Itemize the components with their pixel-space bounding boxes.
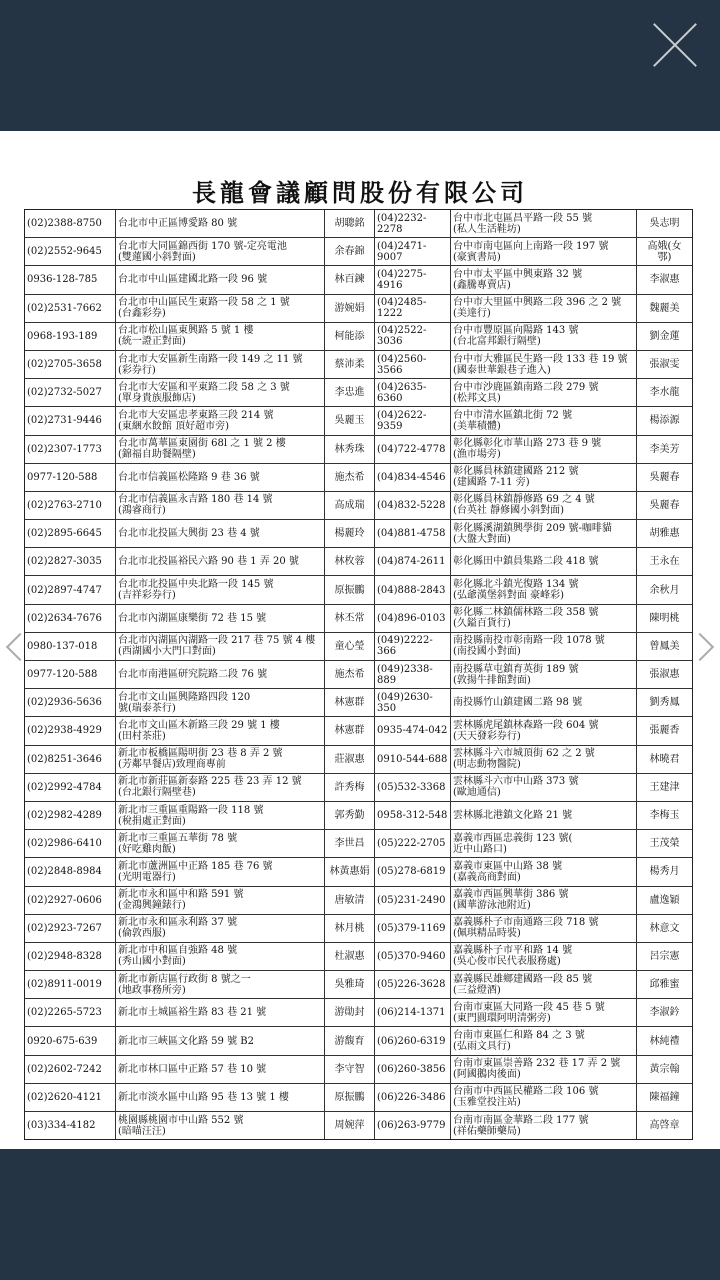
table-row <box>25 717 692 745</box>
agent-north-cell: 高成瑞 <box>325 492 375 519</box>
address-south-cell: 南投縣南投市彰南路一段 1078 號 (南投國小對面) <box>451 633 637 660</box>
phone-north-cell: (03)334-4182 <box>25 1112 116 1139</box>
address-south-cell: 台南市南區金華路二段 177 號 (祥佑藥師藥局) <box>451 1112 637 1139</box>
contact-table <box>24 209 693 1140</box>
address-south-cell: 彰化縣員林鎮靜修路 69 之 4 號 (台英社 靜修國小斜對面) <box>451 492 637 519</box>
address-south-cell: 南投縣草屯鎮育英街 189 號 (敦揚牛排館對面) <box>451 661 637 688</box>
address-north-cell: 新北市林口區中正路 57 巷 10 號 <box>116 1056 325 1083</box>
phone-north-cell: (02)2731-9446 <box>25 407 116 434</box>
agent-north-cell: 許秀梅 <box>325 774 375 801</box>
phone-south-cell: (05)278-6819 <box>375 858 451 885</box>
table-row <box>25 1112 692 1139</box>
phone-north-cell: (02)2992-4784 <box>25 774 116 801</box>
address-north-cell: 台北市大同區錦西街 170 號-定亮電池 (雙蓮國小斜對面) <box>116 238 325 265</box>
phone-north-cell: 0968-193-189 <box>25 323 116 350</box>
address-south-cell: 台中市大雅區民生路一段 133 巷 19 號 (國泰世華銀巷子進入) <box>451 351 637 378</box>
agent-north-cell: 吳麗玉 <box>325 407 375 434</box>
address-north-cell: 台北市中正區博愛路 80 號 <box>116 210 325 237</box>
phone-south-cell: (04)2635-6360 <box>375 379 451 406</box>
phone-north-cell: (02)2982-4289 <box>25 802 116 829</box>
table-row <box>25 915 692 943</box>
table-row <box>25 520 692 548</box>
agent-north-cell: 林枚蓉 <box>325 548 375 575</box>
agent-south-cell: 黃宗翰 <box>649 1063 680 1075</box>
address-north-cell: 新北市土城區裕生路 83 巷 21 號 <box>116 999 325 1026</box>
agent-north-cell: 吳雅琦 <box>325 971 375 998</box>
agent-north-cell: 林憲群 <box>325 717 375 744</box>
phone-south-cell: (06)260-6319 <box>375 1027 451 1054</box>
address-south-cell: 台中市南屯區向上南路一段 197 號 (豪賓書局) <box>451 238 637 265</box>
phone-north-cell: (02)2307-1773 <box>25 436 116 463</box>
address-south-cell: 雲林縣虎尾鎮林森路一段 604 號 (天天發彩券行) <box>451 717 637 744</box>
table-row <box>25 689 692 717</box>
table-row <box>25 464 692 492</box>
phone-south-cell: (04)832-5228 <box>375 492 451 519</box>
phone-south-cell: 0910-544-688 <box>375 746 451 773</box>
address-north-cell: 台北市北投區裕民六路 90 巷 1 弄 20 號 <box>116 548 325 575</box>
agent-north-cell: 胡聰銘 <box>325 210 375 237</box>
table-row <box>25 407 692 435</box>
agent-south-cell: 呂宗憲 <box>649 950 680 962</box>
address-north-cell: 台北市大安區和平東路二段 58 之 3 號 (單身貴族服飾店) <box>116 379 325 406</box>
agent-north-cell: 余春錦 <box>325 238 375 265</box>
address-north-cell: 新北市三峽區文化路 59 號 B2 <box>116 1027 325 1054</box>
address-north-cell: 台北市北投區中央北路一段 145 號 (吉祥彩券行) <box>116 576 325 603</box>
address-south-cell: 台中市大里區中興路二段 396 之 2 號 (美達行) <box>451 295 637 322</box>
phone-north-cell: 0920-675-639 <box>25 1027 116 1054</box>
table-row <box>25 492 692 520</box>
phone-south-cell: (05)226-3628 <box>375 971 451 998</box>
address-north-cell: 台北市萬華區東園街 68l 之 1 號 2 樓 (錦福自助餐隔壁) <box>116 436 325 463</box>
phone-north-cell: 0977-120-588 <box>25 464 116 491</box>
phone-south-cell: (04)2485-1222 <box>375 295 451 322</box>
phone-north-cell: (02)2948-8328 <box>25 943 116 970</box>
phone-south-cell: (049)2222-366 <box>375 633 451 660</box>
agent-south-cell: 魏麗美 <box>649 302 680 314</box>
address-south-cell: 嘉義市西區興華街 386 號 (國華游泳池附近) <box>451 887 637 914</box>
address-north-cell: 台北市中山區民生東路一段 58 之 1 號 (台鑫彩券) <box>116 295 325 322</box>
phone-south-cell: (049)2630-350 <box>375 689 451 716</box>
agent-south-cell: 陳明桃 <box>649 612 680 624</box>
agent-south-cell: 吳麗春 <box>649 499 680 511</box>
agent-south-cell: 王建津 <box>649 781 680 793</box>
agent-south-cell: 李水龍 <box>649 387 680 399</box>
phone-south-cell: (04)896-0103 <box>375 605 451 632</box>
address-south-cell: 台中市太平區中興東路 32 號 (鑫騰專賣店) <box>451 266 637 293</box>
address-south-cell: 台南市東區崇善路 232 巷 17 弄 2 號 (阿國鵝肉後面) <box>451 1056 637 1083</box>
agent-south-cell: 吳志明 <box>649 218 680 230</box>
agent-north-cell: 游勛封 <box>325 999 375 1026</box>
table-row <box>25 943 692 971</box>
table-row <box>25 802 692 830</box>
agent-north-cell: 郭秀勤 <box>325 802 375 829</box>
phone-south-cell: (04)2560-3566 <box>375 351 451 378</box>
address-north-cell: 台北市中山區建國北路一段 96 號 <box>116 266 325 293</box>
table-row <box>25 774 692 802</box>
agent-north-cell: 唐敏清 <box>325 887 375 914</box>
table-row <box>25 605 692 633</box>
address-north-cell: 台北市松山區東興路 5 號 1 樓 (統一證正對面) <box>116 323 325 350</box>
phone-north-cell: (02)2602-7242 <box>25 1056 116 1083</box>
agent-north-cell: 楊麗玲 <box>325 520 375 547</box>
phone-south-cell: 0958-312-548 <box>375 802 451 829</box>
address-south-cell: 彰化縣田中鎮員集路二段 418 號 <box>451 548 637 575</box>
phone-north-cell: (02)2265-5723 <box>25 999 116 1026</box>
agent-north-cell: 莊淑惠 <box>325 746 375 773</box>
phone-south-cell: (05)222-2705 <box>375 830 451 857</box>
phone-south-cell: (06)263-9779 <box>375 1112 451 1139</box>
agent-south-cell: 李梅玉 <box>649 810 680 822</box>
agent-north-cell: 李忠進 <box>325 379 375 406</box>
document-scan <box>0 131 720 1149</box>
agent-south-cell: 楊秀月 <box>649 866 680 878</box>
phone-north-cell: (02)8911-0019 <box>25 971 116 998</box>
address-north-cell: 新北市永和區中和路 591 號 (金鴻興鐘錶行) <box>116 887 325 914</box>
address-south-cell: 嘉義縣朴子市南通路三段 718 號 (佩琪精品時裝) <box>451 915 637 942</box>
address-north-cell: 新北市三重區五華街 78 號 (好吃雞肉飯) <box>116 830 325 857</box>
phone-north-cell: (02)2705-3658 <box>25 351 116 378</box>
address-south-cell: 嘉義市東區中山路 38 號 (嘉義高商對面) <box>451 858 637 885</box>
phone-south-cell: (06)214-1371 <box>375 999 451 1026</box>
next-page-icon[interactable] <box>700 619 720 679</box>
table-row <box>25 379 692 407</box>
agent-south-cell: 林純禮 <box>649 1035 680 1047</box>
agent-north-cell: 李世昌 <box>325 830 375 857</box>
agent-north-cell: 林秀珠 <box>325 436 375 463</box>
table-row <box>25 830 692 858</box>
table-row <box>25 746 692 774</box>
phone-south-cell: (05)231-2490 <box>375 887 451 914</box>
address-south-cell: 彰化縣二林鎮儒林路二段 358 號 (久鎰百貨行) <box>451 605 637 632</box>
phone-south-cell: 0935-474-042 <box>375 717 451 744</box>
address-north-cell: 新北市永和區永利路 37 號 (倫敦西服) <box>116 915 325 942</box>
table-row <box>25 548 692 576</box>
table-row <box>25 436 692 464</box>
viewer-top-bar <box>0 0 720 131</box>
address-north-cell: 桃園縣桃園市中山路 552 號 (暗喵汪汪) <box>116 1112 325 1139</box>
agent-south-cell: 曾鳳美 <box>649 640 680 652</box>
phone-north-cell: (02)2938-4929 <box>25 717 116 744</box>
phone-south-cell: (04)722-4778 <box>375 436 451 463</box>
agent-north-cell: 周婉萍 <box>325 1112 375 1139</box>
table-row <box>25 576 692 604</box>
agent-north-cell: 林月桃 <box>325 915 375 942</box>
agent-north-cell: 原振鵬 <box>325 576 375 603</box>
address-south-cell: 雲林縣斗六市中山路 373 號 (歐迪通信) <box>451 774 637 801</box>
agent-north-cell: 杜淑惠 <box>325 943 375 970</box>
address-north-cell: 台北市內湖區康樂街 72 巷 15 號 <box>116 605 325 632</box>
image-viewer <box>0 131 720 1149</box>
address-south-cell: 台中市清水區鎮北街 72 號 (美華積體) <box>451 407 637 434</box>
phone-south-cell: (04)834-4546 <box>375 464 451 491</box>
phone-north-cell: (02)2827-3035 <box>25 548 116 575</box>
agent-north-cell: 游馥育 <box>325 1027 375 1054</box>
agent-south-cell: 李美芳 <box>649 443 680 455</box>
address-south-cell: 彰化縣北斗鎮光復路 134 號 (弘爺漢堡斜對面 豪峰彩) <box>451 576 637 603</box>
phone-north-cell: (02)2923-7267 <box>25 915 116 942</box>
phone-south-cell: (04)2622-9359 <box>375 407 451 434</box>
table-row <box>25 661 692 689</box>
agent-north-cell: 林丕常 <box>325 605 375 632</box>
agent-south-cell: 劉秀鳳 <box>649 697 680 709</box>
address-south-cell: 南投縣竹山鎮建國二路 98 號 <box>451 689 637 716</box>
address-north-cell: 台北市信義區松隆路 9 巷 36 號 <box>116 464 325 491</box>
address-north-cell: 台北市大安區新生南路一段 149 之 11 號 (彩券行) <box>116 351 325 378</box>
address-south-cell: 台中市北屯區昌平路一段 55 號 (私人生活鞋坊) <box>451 210 637 237</box>
viewer-bottom-bar <box>0 1149 720 1280</box>
table-row <box>25 323 692 351</box>
agent-south-cell: 吳麗春 <box>649 471 680 483</box>
phone-north-cell: (02)2732-5027 <box>25 379 116 406</box>
phone-north-cell: (02)2531-7662 <box>25 295 116 322</box>
phone-north-cell: 0977-120-588 <box>25 661 116 688</box>
phone-south-cell: (05)379-1169 <box>375 915 451 942</box>
agent-south-cell: 張淑惠 <box>649 669 680 681</box>
phone-south-cell: (049)2338-889 <box>375 661 451 688</box>
table-row <box>25 887 692 915</box>
address-south-cell: 台南市東區仁和路 84 之 3 號 (弘雨文具行) <box>451 1027 637 1054</box>
address-north-cell: 台北市大安區忠孝東路三段 214 號 (東綑水餃館 頂好超市旁) <box>116 407 325 434</box>
phone-north-cell: 0936-128-785 <box>25 266 116 293</box>
agent-south-cell: 劉金蓮 <box>649 330 680 342</box>
address-south-cell: 嘉義市西區忠義街 123 號( 近中山路口) <box>451 830 637 857</box>
agent-south-cell: 楊添源 <box>649 415 680 427</box>
phone-north-cell: (02)2936-5636 <box>25 689 116 716</box>
phone-south-cell: (04)881-4758 <box>375 520 451 547</box>
table-row <box>25 1027 692 1055</box>
agent-south-cell: 高娥(女 鄂) <box>647 240 682 263</box>
address-south-cell: 嘉義縣民雄鄉建國路一段 85 號 (三益燈酒) <box>451 971 637 998</box>
address-south-cell: 彰化縣彰化市華山路 273 巷 9 號 (漁市場旁) <box>451 436 637 463</box>
address-south-cell: 彰化縣員林鎮建國路 212 號 (建國路 7-11 旁) <box>451 464 637 491</box>
table-row <box>25 210 692 238</box>
table-row <box>25 971 692 999</box>
phone-south-cell: (04)2275-4916 <box>375 266 451 293</box>
table-row <box>25 858 692 886</box>
phone-south-cell: (04)874-2611 <box>375 548 451 575</box>
phone-north-cell: (02)2927-0606 <box>25 887 116 914</box>
agent-north-cell: 童心瑩 <box>325 633 375 660</box>
address-south-cell: 雲林縣北港鎮文化路 21 號 <box>451 802 637 829</box>
phone-south-cell: (05)370-9460 <box>375 943 451 970</box>
phone-north-cell: (02)2634-7676 <box>25 605 116 632</box>
agent-south-cell: 王茂榮 <box>649 838 680 850</box>
agent-north-cell: 李守智 <box>325 1056 375 1083</box>
phone-south-cell: (04)2522-3036 <box>375 323 451 350</box>
table-row <box>25 351 692 379</box>
address-north-cell: 新北市蘆洲區中正路 185 巷 76 號 (光明電器行) <box>116 858 325 885</box>
table-row <box>25 1056 692 1084</box>
phone-south-cell: (04)888-2843 <box>375 576 451 603</box>
phone-south-cell: (04)2232-2278 <box>375 210 451 237</box>
phone-south-cell: (06)260-3856 <box>375 1056 451 1083</box>
table-row <box>25 633 692 661</box>
agent-north-cell: 施杰希 <box>325 661 375 688</box>
table-row <box>25 1084 692 1112</box>
phone-south-cell: (05)532-3368 <box>375 774 451 801</box>
agent-north-cell: 林黃惠娟 <box>325 858 375 885</box>
phone-north-cell: (02)2620-4121 <box>25 1084 116 1111</box>
table-row <box>25 238 692 266</box>
address-north-cell: 新北市淡水區中山路 95 巷 13 號 1 樓 <box>116 1084 325 1111</box>
phone-north-cell: 0980-137-018 <box>25 633 116 660</box>
address-north-cell: 台北市內湖區內湖路一段 217 巷 75 號 4 樓 (西湖國小大門口對面) <box>116 633 325 660</box>
address-north-cell: 台北市文山區木新路三段 29 號 1 樓 (田村茶莊) <box>116 717 325 744</box>
address-south-cell: 台中市沙鹿區鎮南路二段 279 號 (松邦文具) <box>451 379 637 406</box>
address-south-cell: 雲林縣斗六市城頂街 62 之 2 號 (明志動物醫院) <box>451 746 637 773</box>
address-north-cell: 台北市北投區大興街 23 巷 4 號 <box>116 520 325 547</box>
agent-north-cell: 施杰希 <box>325 464 375 491</box>
address-north-cell: 新北市中和區自強路 48 號 (秀山國小對面) <box>116 943 325 970</box>
phone-north-cell: (02)2388-8750 <box>25 210 116 237</box>
phone-north-cell: (02)2897-4747 <box>25 576 116 603</box>
agent-south-cell: 李淑惠 <box>649 274 680 286</box>
agent-south-cell: 高啓章 <box>649 1120 680 1132</box>
phone-north-cell: (02)2895-6645 <box>25 520 116 547</box>
previous-page-icon[interactable] <box>0 619 20 679</box>
agent-north-cell: 游婉娟 <box>325 295 375 322</box>
phone-north-cell: (02)2552-9645 <box>25 238 116 265</box>
agent-south-cell: 張淑雯 <box>649 359 680 371</box>
phone-south-cell: (04)2471-9007 <box>375 238 451 265</box>
phone-north-cell: (02)2986-6410 <box>25 830 116 857</box>
address-north-cell: 新北市三重區重陽路一段 118 號 (稅捐處正對面) <box>116 802 325 829</box>
address-north-cell: 台北市文山區興隆路四段 120 號(瑞泰茶行) <box>116 689 325 716</box>
phone-north-cell: (02)2763-2710 <box>25 492 116 519</box>
agent-south-cell: 王永在 <box>649 556 680 568</box>
address-south-cell: 台南市中西區民權路二段 106 號 (玉雅堂投注站) <box>451 1084 637 1111</box>
phone-south-cell: (06)226-3486 <box>375 1084 451 1111</box>
address-south-cell: 台中市豐原區向陽路 143 號 (台北富邦銀行隔壁) <box>451 323 637 350</box>
agent-north-cell: 蔡沛柔 <box>325 351 375 378</box>
address-north-cell: 新北市新店區行政街 8 號之一 (地政事務所旁) <box>116 971 325 998</box>
close-icon[interactable] <box>648 18 702 72</box>
agent-south-cell: 李淑鈐 <box>649 1007 680 1019</box>
agent-north-cell: 原振鵬 <box>325 1084 375 1111</box>
agent-north-cell: 林百鍊 <box>325 266 375 293</box>
agent-south-cell: 邱雅蜜 <box>649 979 680 991</box>
agent-south-cell: 陳福鐘 <box>649 1091 680 1103</box>
address-north-cell: 新北市板橋區陽明街 23 巷 8 弄 2 號 (芳鄰早餐店)致理商專前 <box>116 746 325 773</box>
agent-south-cell: 林曉君 <box>649 753 680 765</box>
address-south-cell: 嘉義縣朴子市平和路 14 號 (吳心俊市民代表服務處) <box>451 943 637 970</box>
address-north-cell: 台北市南港區研究院路二段 76 號 <box>116 661 325 688</box>
agent-north-cell: 柯能添 <box>325 323 375 350</box>
page-title: 長龍會議顧問股份有限公司 <box>192 178 528 207</box>
agent-south-cell: 林意文 <box>649 922 680 934</box>
agent-south-cell: 胡雅惠 <box>649 528 680 540</box>
agent-north-cell: 林憲群 <box>325 689 375 716</box>
address-south-cell: 台南市東區大同路一段 45 巷 5 號 (東門圓環阿明清粥旁) <box>451 999 637 1026</box>
address-north-cell: 新北市新莊區新泰路 225 巷 23 弄 12 號 (台北銀行隔壁巷) <box>116 774 325 801</box>
phone-north-cell: (02)2848-8984 <box>25 858 116 885</box>
table-row <box>25 295 692 323</box>
phone-north-cell: (02)8251-3646 <box>25 746 116 773</box>
agent-south-cell: 余秋月 <box>649 584 680 596</box>
table-row <box>25 999 692 1027</box>
agent-south-cell: 張麗香 <box>649 725 680 737</box>
agent-south-cell: 盧逸穎 <box>649 894 680 906</box>
address-north-cell: 台北市信義區永吉路 180 巷 14 號 (鴻睿商行) <box>116 492 325 519</box>
address-south-cell: 彰化縣溪湖鎮興學街 209 號-咖啡貓 (大盤大對面) <box>451 520 637 547</box>
table-row <box>25 266 692 294</box>
